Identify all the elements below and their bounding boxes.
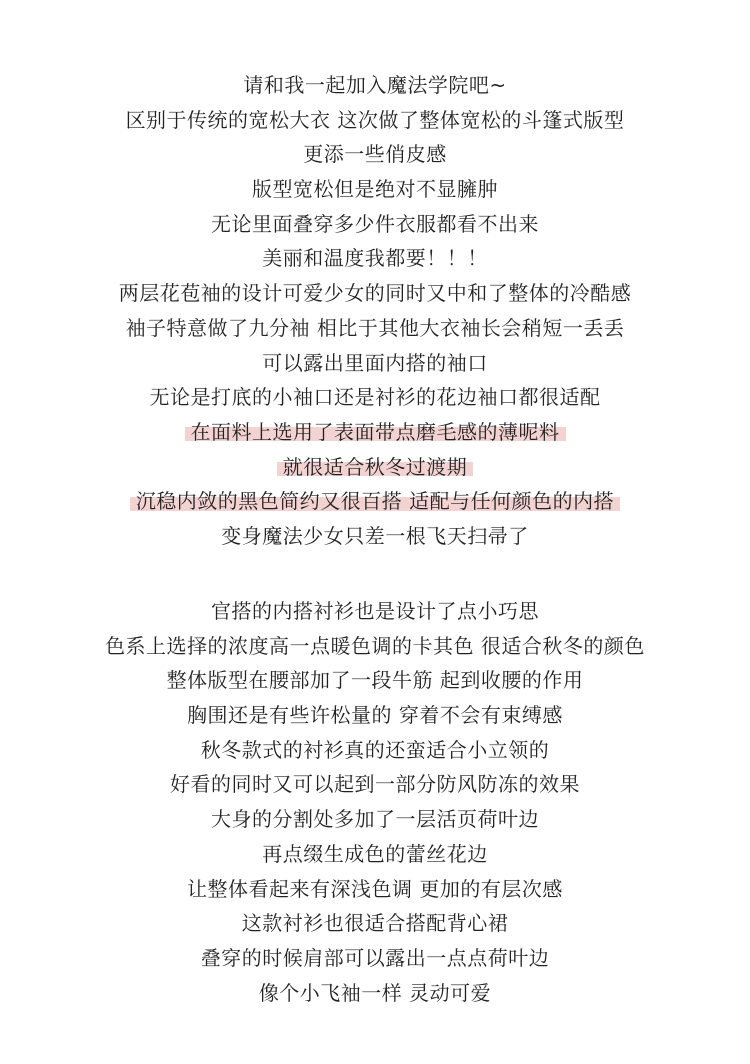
text-line: 更添一些俏皮感 [303, 142, 447, 167]
text-line: 大身的分割处多加了一层活页荷叶边 [211, 807, 539, 832]
text-line: 叠穿的时候肩部可以露出一点点荷叶边 [200, 945, 550, 970]
highlight-marker: 在面料上选用了表面带点磨毛感的薄呢料 [185, 415, 566, 450]
text-line: 整体版型在腰部加了一段牛筋 起到收腰的作用 [166, 668, 584, 693]
text-line: 无论里面叠穿多少件衣服都看不出来 [211, 211, 539, 236]
highlight-marker: 就很适合秋冬过渡期 [277, 450, 474, 485]
text-line: 可以露出里面内搭的袖口 [262, 350, 488, 375]
text-line: 这款衬衫也很适合搭配背心裙 [241, 911, 509, 936]
highlight-marker: 沉稳内敛的黑色简约又很百搭 适配与任何颜色的内搭 [130, 484, 620, 519]
text-line: 袖子特意做了九分袖 相比于其他大衣袖长会稍短一丢丢 [125, 315, 625, 340]
text-line: 版型宽松但是绝对不显臃肿 [252, 177, 498, 202]
text-line: 官搭的内搭衬衫也是设计了点小巧思 [211, 599, 539, 623]
text-line: 请和我一起加入魔法学院吧~ [243, 73, 507, 97]
highlighted-line [0, 415, 750, 450]
text-line: 无论是打底的小袖口还是衬衫的花边袖口都很适配 [149, 385, 601, 410]
text-block-shirt [0, 594, 750, 1010]
text-line: 再点缀生成色的蕾丝花边 [262, 841, 488, 866]
text-block-coat [0, 68, 750, 554]
highlighted-line [0, 450, 750, 485]
text-line: 胸围还是有些许松量的 穿着不会有束缚感 [187, 703, 563, 728]
highlighted-line [0, 484, 750, 519]
text-line: 美丽和温度我都要！！！ [262, 246, 488, 271]
text-line: 区别于传统的宽松大衣 这次做了整体宽松的斗篷式版型 [125, 107, 625, 132]
text-line: 秋冬款式的衬衫真的还蛮适合小立领的 [200, 737, 550, 762]
text-line: 像个小飞袖一样 灵动可爱 [258, 980, 492, 1005]
text-line: 变身魔法少女只差一根飞天扫帚了 [221, 523, 529, 548]
text-line: 好看的同时又可以起到一部分防风防冻的效果 [170, 772, 580, 797]
text-line: 两层花苞袖的设计可爱少女的同时又中和了整体的冷酷感 [118, 281, 632, 306]
text-line: 让整体看起来有深浅色调 更加的有层次感 [187, 876, 563, 901]
text-line: 色系上选择的浓度高一点暖色调的卡其色 很适合秋冬的颜色 [105, 633, 645, 658]
